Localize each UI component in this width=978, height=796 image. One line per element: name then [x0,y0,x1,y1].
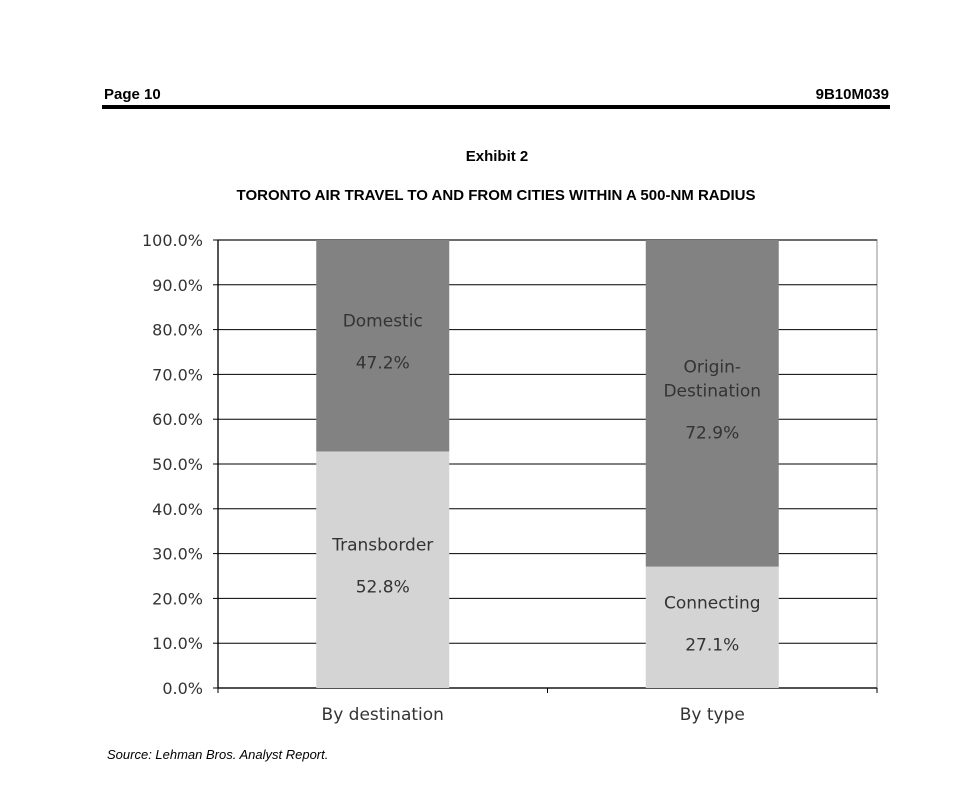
data-label: 72.9% [685,423,740,444]
segment-label: Origin- [683,357,742,378]
data-label: 47.2% [355,353,410,374]
y-tick-label: 60.0% [152,410,203,430]
document-code: 9B10M039 [815,86,889,103]
x-tick-label: By destination [321,705,444,725]
bar-segment [646,240,779,567]
segment-label: Domestic [342,311,423,332]
data-label: 27.1% [685,635,740,656]
segment-label: Connecting [663,593,761,614]
y-tick-label: 70.0% [152,365,203,385]
y-tick-label: 0.0% [162,679,203,698]
y-tick-label: 100.0% [141,231,203,250]
bar-segment [316,240,449,451]
segment-label: Destination [663,381,762,402]
chart-title: TORONTO AIR TRAVEL TO AND FROM CITIES WITHIN A 500-NM RADIUS [236,187,756,204]
source-note: Source: Lehman Bros. Analyst Report. [107,747,329,762]
y-tick-label: 20.0% [152,589,203,609]
bar-segment [646,567,779,688]
y-tick-label: 40.0% [152,499,203,519]
data-label: 52.8% [355,577,410,598]
y-tick-label: 30.0% [152,544,203,564]
y-tick-label: 90.0% [152,275,203,295]
y-tick-label: 80.0% [152,320,203,340]
x-tick-label: By type [679,705,745,725]
bar-segment [316,451,449,688]
exhibit-label: Exhibit 2 [465,148,529,165]
page-number: Page 10 [104,86,161,103]
y-tick-label: 50.0% [152,455,203,474]
y-tick-label: 10.0% [152,634,203,654]
segment-label: Transborder [332,535,434,556]
